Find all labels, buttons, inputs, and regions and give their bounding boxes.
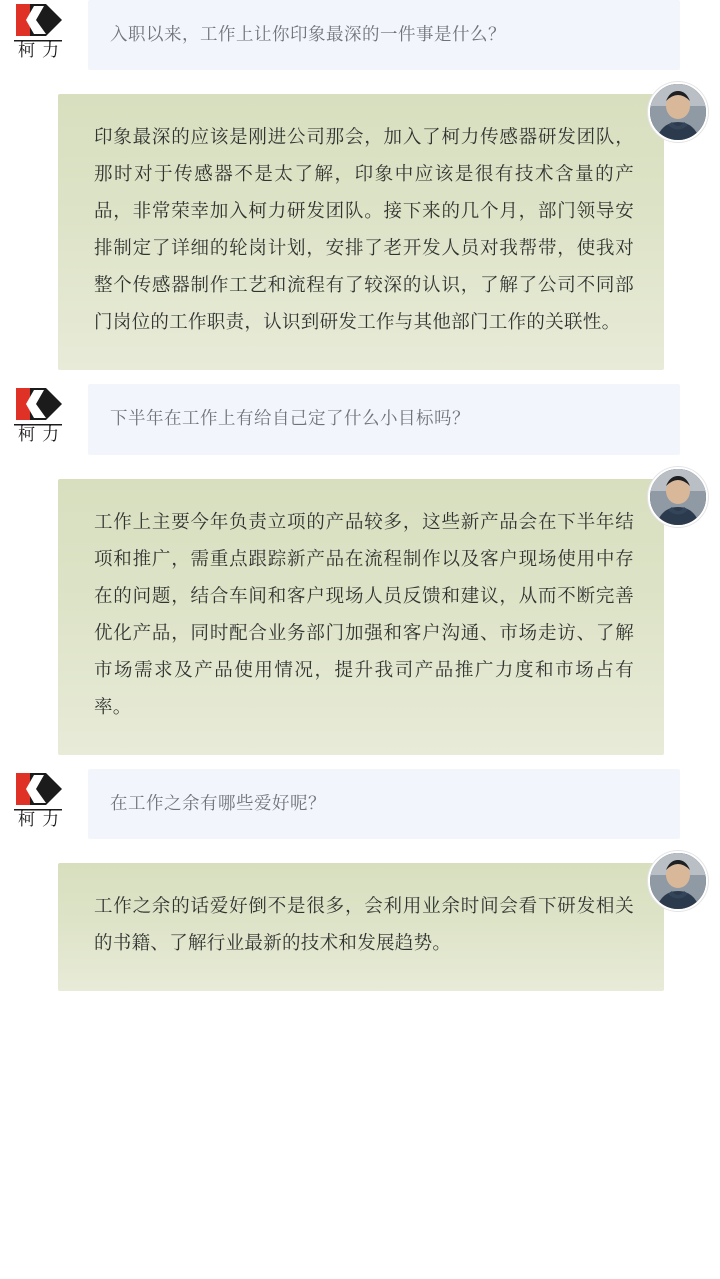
- avatar: [648, 851, 708, 911]
- answer-text: 印象最深的应该是刚进公司那会，加入了柯力传感器研发团队，那时对于传感器不是太了解，印象中应该是很有技术含量的产品，非常荣幸加入柯力研发团队。接下来的几个月，部门领导安排制定了详细的轮岗计划，安排了老开发人员对我帮带，使我对整个传感器制作工艺和流程有了较深的认识，了解了公司不同部门岗位的工作职责，认识到研发工作与其他部门工作的关联性。: [94, 128, 634, 334]
- answer-text: 工作上主要今年负责立项的产品较多，这些新产品会在下半年结项和推广，需重点跟踪新产品在流程制作以及客户现场使用中存在的问题，结合车间和客户现场人员反馈和建议，从而不断完善优化产品，同时配合业务部门加强和客户沟通、市场走访、了解市场需求及产品使用情况，提升我司产品推广力度和市场占有率。: [94, 512, 634, 718]
- svg-text:力: 力: [42, 809, 59, 829]
- keli-logo-icon: [6, 769, 72, 835]
- question-row: [0, 769, 720, 839]
- answer-row: [0, 479, 720, 755]
- question-bubble: [88, 0, 680, 70]
- svg-text:柯: 柯: [18, 809, 35, 829]
- keli-logo-icon: [6, 384, 72, 450]
- answer-row: [0, 863, 720, 991]
- avatar: [648, 82, 708, 142]
- question-text: 入职以来，工作上让你印象最深的一件事是什么？: [110, 24, 506, 44]
- qa-block: [0, 384, 720, 754]
- avatar: [648, 467, 708, 527]
- question-bubble: [88, 384, 680, 454]
- question-bubble: [88, 769, 680, 839]
- svg-text:力: 力: [42, 41, 59, 60]
- question-text: 下半年在工作上有给自己定了什么小目标吗？: [110, 408, 470, 429]
- answer-bubble: [58, 94, 664, 370]
- answer-bubble: [58, 863, 664, 991]
- answer-bubble: [58, 479, 664, 755]
- svg-text:柯: 柯: [18, 41, 35, 60]
- question-text: 在工作之余有哪些爱好呢？: [110, 792, 326, 813]
- svg-text:柯: 柯: [18, 425, 35, 445]
- question-row: [0, 0, 720, 70]
- question-row: [0, 384, 720, 454]
- answer-row: [0, 94, 720, 370]
- qa-block: [0, 0, 720, 370]
- keli-logo-icon: [6, 0, 72, 66]
- qa-block: [0, 769, 720, 991]
- svg-text:力: 力: [42, 425, 59, 445]
- answer-text: 工作之余的话爱好倒不是很多，会利用业余时间会看下研发相关的书籍、了解行业最新的技术和发展趋势。: [94, 897, 634, 955]
